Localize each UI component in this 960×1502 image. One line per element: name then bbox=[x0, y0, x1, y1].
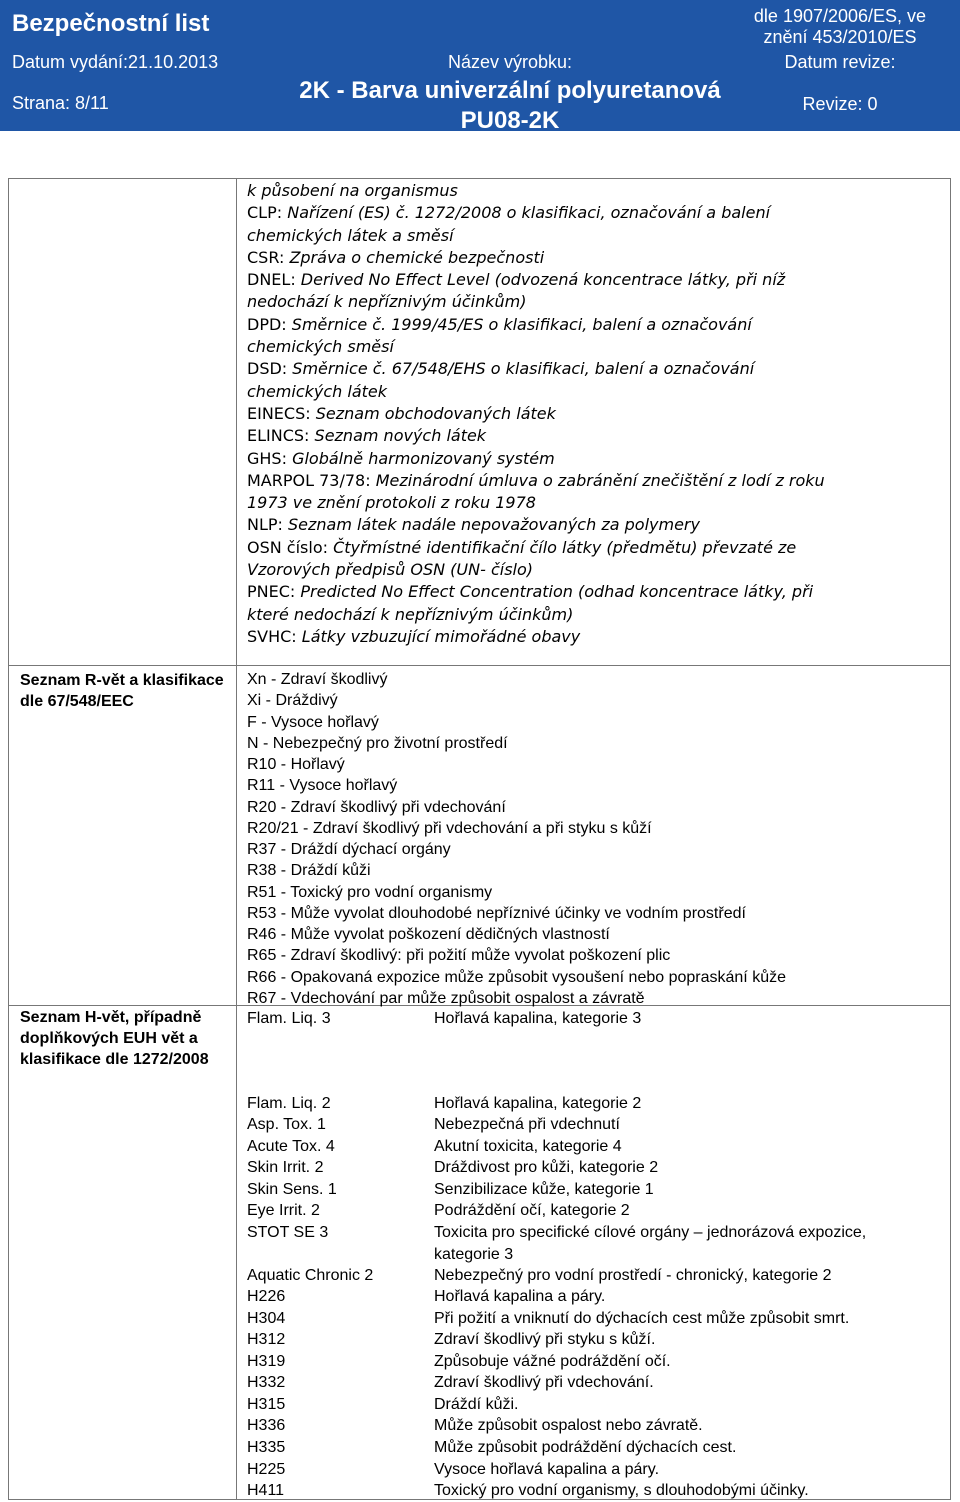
r-phrase-item: R46 - Může vyvolat poškození dědičných vlastností bbox=[247, 926, 610, 943]
abbreviation-line bbox=[247, 247, 937, 269]
abbreviation-key: DNEL: bbox=[247, 270, 296, 290]
hazard-code: H315 bbox=[247, 1396, 286, 1413]
abbreviation-key: EINECS: bbox=[247, 403, 311, 423]
abbreviation-line bbox=[247, 492, 937, 514]
abbreviation-text: nedochází k nepříznivým účinkům) bbox=[247, 292, 527, 312]
abbreviation-line bbox=[247, 403, 937, 425]
hazard-code: Asp. Tox. 1 bbox=[247, 1116, 326, 1133]
abbreviation-list bbox=[247, 180, 937, 648]
document-title: Bezpečnostní list bbox=[12, 10, 210, 37]
r-phrase-item: R37 - Dráždí dýchací orgány bbox=[247, 841, 451, 858]
hazard-description: Hořlavá kapalina a páry. bbox=[434, 1288, 606, 1305]
abbreviation-text: které nedochází k nepříznivým účinkům) bbox=[247, 604, 574, 624]
r-phrase-item: R66 - Opakovaná expozice může způsobit vysoušení nebo popraskání kůže bbox=[247, 968, 786, 986]
abbreviation-line bbox=[247, 314, 937, 336]
abbreviation-key: GHS: bbox=[247, 448, 287, 468]
revision-date-label: Datum revize: bbox=[784, 52, 896, 72]
abbreviation-key: DPD: bbox=[247, 314, 287, 334]
hazard-code: H336 bbox=[247, 1417, 286, 1434]
abbreviation-line bbox=[247, 604, 937, 626]
abbreviation-text: chemických směsí bbox=[247, 337, 394, 357]
hazard-description: Vysoce hořlavá kapalina a páry. bbox=[434, 1461, 660, 1478]
hazard-code: Skin Sens. 1 bbox=[247, 1181, 337, 1198]
abbreviation-text: Směrnice č. 67/548/EHS o klasifikaci, balení a označování bbox=[292, 359, 755, 379]
section-r-label: Seznam R-vět a klasifikace dle 67/548/EEC bbox=[20, 672, 224, 710]
hazard-description: Hořlavá kapalina, kategorie 2 bbox=[434, 1095, 642, 1112]
hazard-code: Aquatic Chronic 2 bbox=[247, 1267, 374, 1284]
abbreviation-text: Čtyřmístné identifikační čílo látky (předmětu) převzaté ze bbox=[333, 537, 797, 557]
regulation-line-1: dle 1907/2006/ES, ve bbox=[753, 6, 927, 26]
r-phrase-item: R38 - Dráždí kůži bbox=[247, 862, 371, 880]
abbreviation-text: Globálně harmonizovaný systém bbox=[292, 448, 555, 468]
product-name-label: Název výrobku: bbox=[447, 52, 573, 72]
hazard-description: Dráždí kůži. bbox=[434, 1396, 519, 1413]
abbreviation-key: OSN číslo: bbox=[247, 537, 329, 557]
abbreviation-line bbox=[247, 336, 937, 358]
abbreviation-key: DSD: bbox=[247, 359, 288, 379]
abbreviation-text: Seznam obchodovaných látek bbox=[315, 403, 556, 423]
r-phrase-item: R53 - Může vyvolat dlouhodobé nepříznivé účinky ve vodním prostředí bbox=[247, 904, 746, 922]
r-phrase-item: R67 - Vdechování par může způsobit ospalost a závratě bbox=[247, 989, 645, 1007]
abbreviation-text: Derived No Effect Level (odvozená koncentrace látky, při níž bbox=[300, 270, 786, 290]
abbreviation-text: chemických látek a směsí bbox=[247, 225, 454, 245]
product-name bbox=[250, 76, 770, 136]
r-phrase-item: R20 - Zdraví škodlivý při vdechování bbox=[247, 798, 506, 816]
hazard-description: Toxicita pro specifické cílové orgány – jednorázová expozice, kategorie 3 bbox=[434, 1224, 867, 1263]
abbreviation-line bbox=[247, 291, 937, 313]
document-header bbox=[0, 0, 960, 134]
abbreviation-line bbox=[247, 448, 937, 470]
abbreviation-line bbox=[247, 225, 937, 247]
hazard-code: H319 bbox=[247, 1353, 286, 1370]
r-phrase-item: F - Vysoce hořlavý bbox=[247, 713, 379, 731]
hazard-description: Zdraví škodlivý při styku s kůží. bbox=[434, 1331, 656, 1348]
hazard-description: Může způsobit ospalost nebo závratě. bbox=[434, 1417, 703, 1434]
abbreviation-text: Mezinárodní úmluva o zabránění znečištění z lodí z roku bbox=[375, 470, 825, 490]
abbreviation-line bbox=[247, 202, 937, 224]
abbreviation-key: ELINCS: bbox=[247, 426, 310, 446]
issue-date: Datum vydání:21.10.2013 bbox=[12, 52, 219, 72]
regulation-reference bbox=[740, 6, 940, 48]
hazard-code: H226 bbox=[247, 1288, 286, 1305]
hazard-code: Flam. Liq. 3 bbox=[247, 1010, 331, 1027]
hazard-description: Akutní toxicita, kategorie 4 bbox=[434, 1138, 622, 1155]
abbreviation-key: CSR: bbox=[247, 247, 285, 267]
abbreviation-text: Zpráva o chemické bezpečnosti bbox=[289, 247, 545, 267]
hazard-description: Způsobuje vážné podráždění očí. bbox=[434, 1353, 671, 1370]
abbreviation-text: Směrnice č. 1999/45/ES o klasifikaci, balení a označování bbox=[291, 314, 752, 334]
hazard-description: Senzibilizace kůže, kategorie 1 bbox=[434, 1181, 654, 1198]
hazard-description: Zdraví škodlivý při vdechování. bbox=[434, 1374, 654, 1391]
r-phrase-item: R11 - Vysoce hořlavý bbox=[247, 777, 398, 795]
abbreviation-line bbox=[247, 470, 937, 492]
r-phrase-item: Xi - Dráždivý bbox=[247, 692, 338, 710]
hazard-code: H332 bbox=[247, 1374, 286, 1391]
hazard-code: Flam. Liq. 2 bbox=[247, 1095, 331, 1112]
hazard-code: H411 bbox=[247, 1482, 285, 1499]
abbreviation-line bbox=[247, 626, 937, 648]
abbreviation-text: Vzorových předpisů OSN (UN- číslo) bbox=[247, 560, 533, 580]
abbreviation-text: chemických látek bbox=[247, 381, 387, 401]
abbreviation-line bbox=[247, 381, 937, 403]
abbreviation-key: SVHC: bbox=[247, 626, 297, 646]
r-phrase-item: R65 - Zdraví škodlivý: při požití může vyvolat poškození plic bbox=[247, 947, 671, 965]
abbreviation-line bbox=[247, 514, 937, 536]
hazard-description: Nebezpečný pro vodní prostředí - chronický, kategorie 2 bbox=[434, 1267, 832, 1284]
hazard-description: Nebezpečná při vdechnutí bbox=[434, 1116, 620, 1133]
hazard-description: Při požití a vniknutí do dýchacích cest může způsobit smrt. bbox=[434, 1310, 850, 1327]
abbreviation-line bbox=[247, 581, 937, 603]
section-h-label: Seznam H-vět, případně doplňkových EUH vět a klasifikace dle 1272/2008 bbox=[20, 1009, 209, 1068]
revision-number: Revize: 0 bbox=[802, 94, 878, 114]
hazard-description: Hořlavá kapalina, kategorie 3 bbox=[434, 1010, 642, 1027]
regulation-line-2: znění 453/2010/ES bbox=[763, 27, 917, 47]
abbreviation-key: NLP: bbox=[247, 515, 283, 535]
abbreviation-key: PNEC: bbox=[247, 582, 296, 602]
product-name-line-1: 2K - Barva univerzální polyuretanová bbox=[299, 77, 721, 104]
abbreviation-text: Látky vzbuzující mimořádné obavy bbox=[301, 626, 581, 646]
row-divider-1 bbox=[8, 665, 951, 666]
hazard-code: H304 bbox=[247, 1310, 286, 1327]
hazard-description: Dráždivost pro kůži, kategorie 2 bbox=[434, 1159, 659, 1176]
product-name-line-2: PU08-2K bbox=[460, 107, 560, 134]
abbreviation-text: Seznam látek nadále nepovažovaných za polymery bbox=[288, 515, 700, 535]
hazard-code: H312 bbox=[247, 1331, 286, 1348]
r-phrase-item: R10 - Hořlavý bbox=[247, 756, 345, 773]
hazard-description: Podráždění očí, kategorie 2 bbox=[434, 1202, 630, 1219]
hazard-code: Skin Irrit. 2 bbox=[247, 1159, 324, 1176]
abbreviation-key: CLP: bbox=[247, 203, 283, 223]
r-phrase-item: Xn - Zdraví škodlivý bbox=[247, 671, 388, 688]
abbreviation-text: 1973 ve znění protokoli z roku 1978 bbox=[247, 493, 536, 513]
page-number: Strana: 8/11 bbox=[12, 93, 109, 113]
r-phrase-item: R51 - Toxický pro vodní organismy bbox=[247, 883, 493, 901]
abbreviation-line bbox=[247, 358, 937, 380]
abbreviation-text: k působení na organismus bbox=[247, 181, 458, 200]
hazard-code: Acute Tox. 4 bbox=[247, 1138, 335, 1155]
abbreviation-line bbox=[247, 537, 937, 559]
hazard-code: STOT SE 3 bbox=[247, 1224, 329, 1241]
r-phrase-item: N - Nebezpečný pro životní prostředí bbox=[247, 734, 508, 752]
abbreviation-text: Predicted No Effect Concentration (odhad koncentrace látky, při bbox=[300, 582, 814, 602]
abbreviation-key: MARPOL 73/78: bbox=[247, 470, 371, 490]
abbreviation-line bbox=[247, 269, 937, 291]
abbreviation-text: Seznam nových látek bbox=[314, 426, 487, 446]
column-divider bbox=[236, 178, 237, 1500]
hazard-code: H335 bbox=[247, 1439, 286, 1456]
abbreviation-text: Nařízení (ES) č. 1272/2008 o klasifikaci, označování a balení bbox=[287, 203, 771, 223]
abbreviation-line bbox=[247, 180, 937, 202]
hazard-code: Eye Irrit. 2 bbox=[247, 1202, 320, 1219]
r-phrase-item: R20/21 - Zdraví škodlivý při vdechování a při styku s kůží bbox=[247, 819, 652, 837]
r-phrase-list bbox=[247, 669, 947, 1009]
hazard-description: Může způsobit podráždění dýchacích cest. bbox=[434, 1439, 737, 1456]
abbreviation-line bbox=[247, 425, 937, 447]
abbreviation-line bbox=[247, 559, 937, 581]
hazard-code: H225 bbox=[247, 1461, 286, 1478]
hazard-description: Toxický pro vodní organismy, s dlouhodobými účinky. bbox=[434, 1482, 809, 1499]
